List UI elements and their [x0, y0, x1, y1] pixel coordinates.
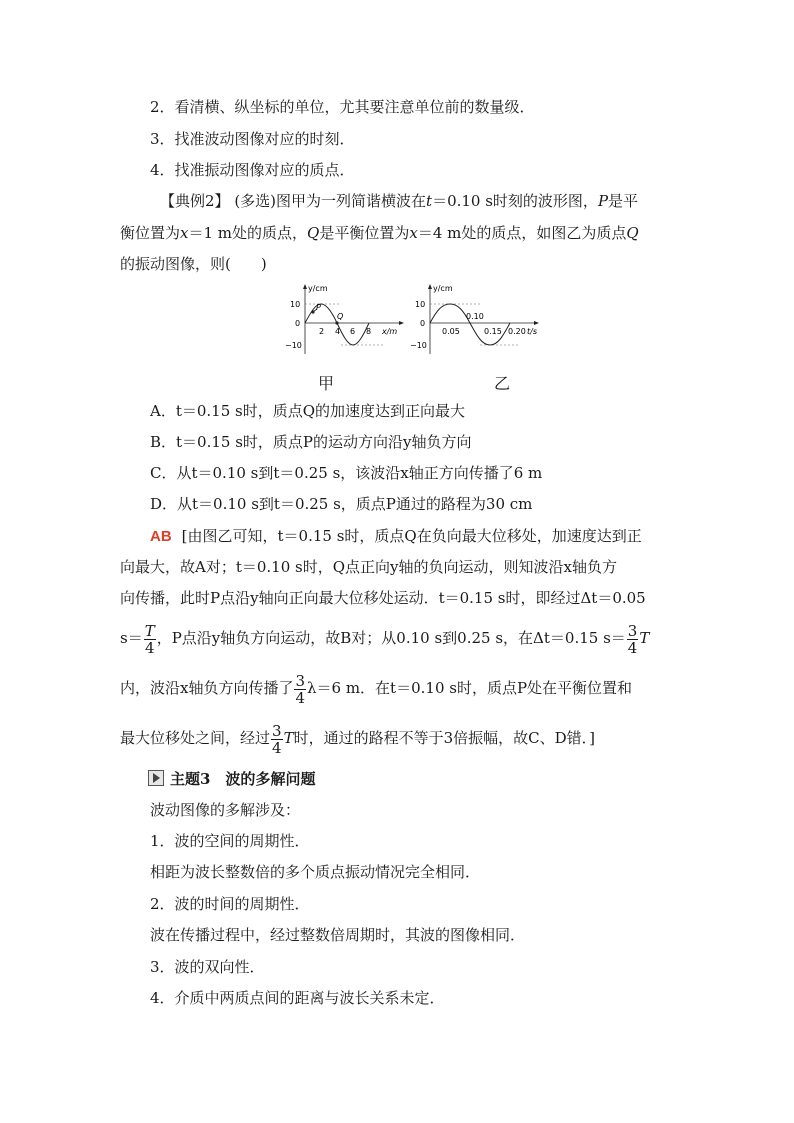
option-a: A．t＝0.15 s时，质点Q的加速度达到正向最大 — [150, 402, 466, 420]
xlabel-b: t/s — [527, 327, 537, 336]
option-d: D．从t＝0.10 s到t＝0.25 s，质点P通过的路程为30 cm — [150, 495, 533, 513]
solution-line-6: 最大位移处之间，经过 $\frac{3}{4}$ T时，通过的路程不等于3倍振幅，故C、D错．] — [120, 721, 595, 757]
wave-graph-b — [408, 282, 543, 362]
label-q: Q — [337, 312, 344, 321]
option-b: B．t＝0.15 s时，质点P的运动方向沿y轴负方向 — [150, 433, 472, 451]
solution-line-4: s＝ $\frac{T}{4}$ ，P点沿y轴负方向运动，故B对；从0.10 s到0.25 s，在Δt＝0.15 s＝ $\frac{3}{4}$ T — [120, 621, 650, 657]
solution-line-2: 向最大，故A对；t＝0.10 s时，Q点正向y轴的负向运动，则知波沿x轴负方 — [120, 558, 617, 576]
solution-line-5: 内，波沿x轴负方向传播了 $\frac{3}{4}$ λ＝6 m．在t＝0.10 s时，质点P处在平衡位置和 — [120, 671, 633, 707]
ytick-a-10: 10 — [290, 300, 301, 309]
fraction-3-over-4-lambda: $\frac{3}{4}$ — [295, 671, 306, 707]
ytick-b-0: 0 — [420, 319, 426, 328]
xtick-b-020: 0.20 — [508, 327, 526, 336]
example-line-3: 的振动图像，则( ) — [120, 255, 267, 273]
example-line-1: 【典例2】 (多选)图甲为一列简谐横波在t＝0.10 s时刻的波形图，P是平 — [160, 192, 639, 210]
label-p: P — [316, 303, 321, 312]
xtick-a-4: 4 — [335, 327, 341, 336]
xtick-b-010: 0.10 — [466, 312, 484, 321]
tip-4: 4．找准振动图像对应的质点． — [150, 161, 355, 179]
tip-3: 3．找准波动图像对应的时刻． — [150, 130, 355, 148]
caption-a: 甲 — [318, 374, 335, 393]
fraction-3-over-4: $\frac{3}{4}$ — [627, 621, 638, 657]
topic-point-3: 3．波的双向性． — [150, 958, 265, 976]
wave-curve-b — [430, 304, 510, 345]
ytick-a-0: 0 — [295, 319, 301, 328]
ytick-a-neg10: −10 — [285, 341, 302, 350]
xtick-b-005: 0.05 — [442, 327, 460, 336]
fraction-3-over-4-t: $\frac{3}{4}$ — [272, 721, 282, 757]
option-c: C．从t＝0.10 s到t＝0.25 s，该波沿x轴正方向传播了6 m — [150, 464, 543, 482]
xtick-a-8: 8 — [366, 327, 372, 336]
wave-graph-a — [283, 282, 408, 362]
xtick-b-015: 0.15 — [484, 327, 502, 336]
topic-point-2-detail: 波在传播过程中，经过整数倍周期时，其波的图像相同． — [150, 926, 526, 944]
example-tag: 【典例2】 — [160, 192, 230, 210]
topic-point-4: 4．介质中两质点间的距离与波长关系未定． — [150, 989, 445, 1007]
topic-heading: 主题3 波的多解问题 — [148, 769, 315, 789]
ytick-b-neg10: −10 — [410, 341, 427, 350]
solution-line-3: 向传播，此时P点沿y轴向正向最大位移处运动．t＝0.15 s时，即经过Δt＝0.05 — [120, 589, 646, 607]
xtick-a-6: 6 — [350, 327, 356, 336]
example-line-2: 衡位置为x＝1 m处的质点，Q是平衡位置为x＝4 m处的质点，如图乙为质点Q — [120, 224, 639, 242]
ylabel-a: y/cm — [308, 284, 328, 293]
solution-line-1: AB [由图乙可知，t＝0.15 s时，质点Q在负向最大位移处，加速度达到正 — [150, 527, 642, 545]
answer-label: AB — [150, 528, 172, 545]
play-icon — [148, 770, 164, 786]
ylabel-b: y/cm — [433, 284, 453, 293]
fraction-t-over-4: $\frac{T}{4}$ — [144, 621, 155, 657]
topic-point-1-detail: 相距为波长整数倍的多个质点振动情况完全相同． — [150, 863, 481, 881]
topic-point-2: 2．波的时间的周期性． — [150, 895, 310, 913]
xlabel-a: x/m — [382, 327, 398, 336]
point-q — [335, 321, 338, 324]
xtick-a-2: 2 — [319, 327, 325, 336]
tip-2: 2．看清横、纵坐标的单位，尤其要注意单位前的数量级． — [150, 98, 535, 116]
caption-b: 乙 — [494, 374, 511, 393]
ytick-b-10: 10 — [415, 300, 426, 309]
topic-point-1: 1．波的空间的周期性． — [150, 832, 310, 850]
topic-intro: 波动图像的多解涉及： — [150, 801, 301, 819]
